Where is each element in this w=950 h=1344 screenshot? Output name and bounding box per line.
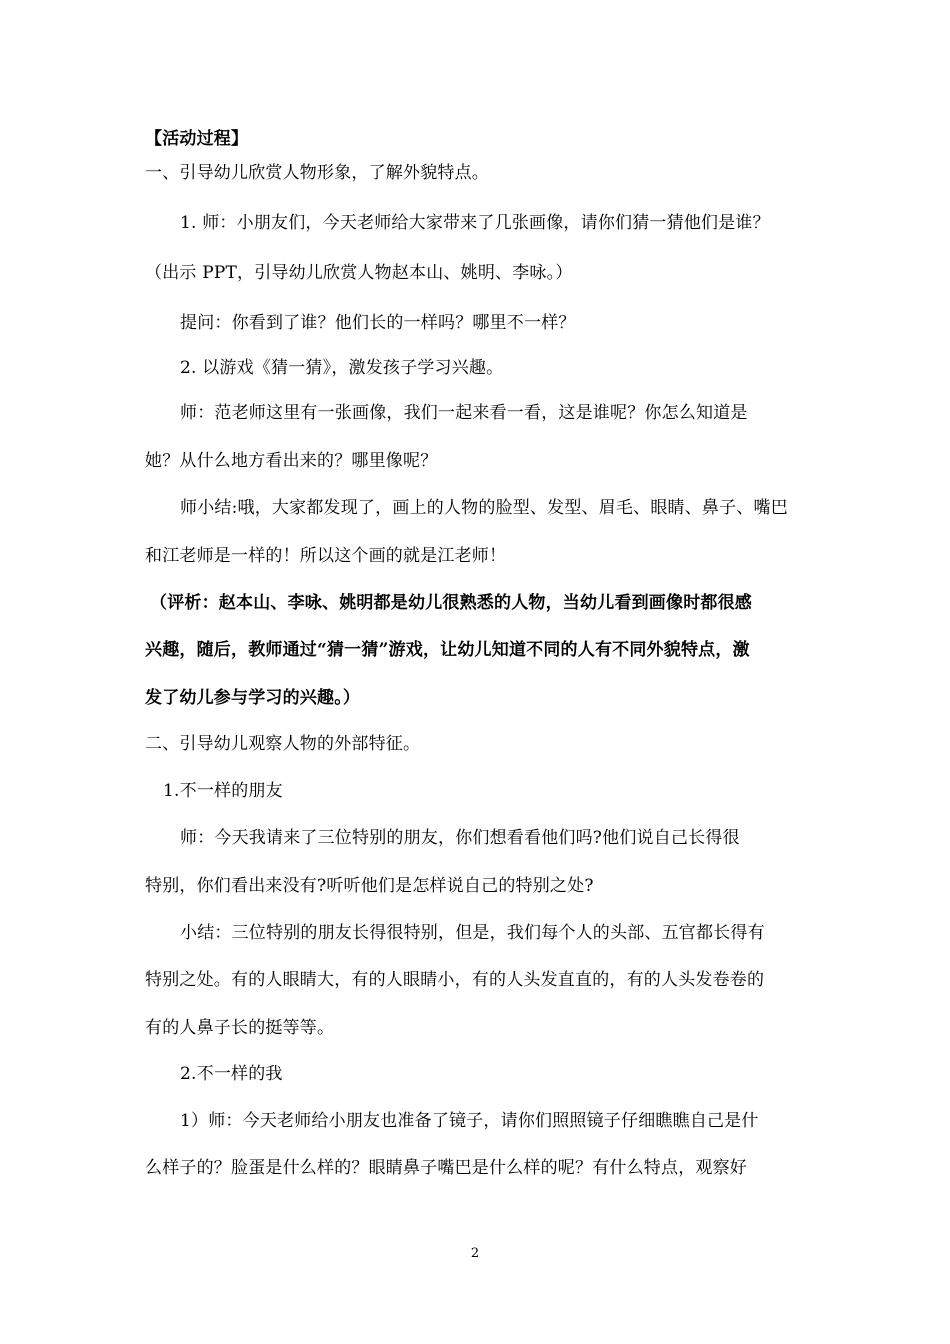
paragraph-line: 提问：你看到了谁？他们长的一样吗？哪里不一样？: [180, 313, 576, 333]
commentary-line: （评析：赵本山、李咏、姚明都是幼儿很熟悉的人物，当幼儿看到画像时都很感: [150, 593, 752, 613]
section-title: 【活动过程】: [145, 129, 249, 149]
paragraph-line: 1）师：今天老师给小朋友也准备了镜子，请你们照照镜子仔细瞧瞧自己是什: [180, 1111, 759, 1131]
heading-two: 二、引导幼儿观察人物的外部特征。: [145, 734, 421, 754]
paragraph-line: 和江老师是一样的！所以这个画的就是江老师！: [145, 546, 507, 566]
commentary-line: 发了幼儿参与学习的兴趣。）: [145, 688, 361, 708]
paragraph-line: 么样子的？脸蛋是什么样的？眼睛鼻子嘴巴是什么样的呢？有什么特点，观察好: [145, 1158, 747, 1178]
paragraph-line: 特别，你们看出来没有?听听他们是怎样说自己的特别之处?: [145, 876, 594, 896]
paragraph-line: 小结：三位特别的朋友长得很特别，但是，我们每个人的头部、五官都长得有: [180, 923, 765, 943]
paragraph-line: 她？从什么地方看出来的？哪里像呢？: [145, 451, 438, 471]
page-number: 2: [470, 1246, 480, 1261]
commentary-line: 兴趣，随后，教师通过“猜一猜”游戏，让幼儿知道不同的人有不同外貌特点，激: [145, 640, 750, 660]
paragraph-line: 师小结:哦，大家都发现了，画上的人物的脸型、发型、眉毛、眼睛、鼻子、嘴巴: [180, 498, 788, 518]
subheading: 2.不一样的我: [180, 1064, 283, 1084]
paragraph-line: 特别之处。有的人眼睛大，有的人眼睛小，有的人头发直直的，有的人头发卷卷的: [145, 970, 765, 990]
paragraph-line: 2. 以游戏《猜一猜》，激发孩子学习兴趣。: [180, 358, 504, 378]
heading-one: 一、引导幼儿欣赏人物形象，了解外貌特点。: [145, 163, 489, 183]
paragraph-line: 师：范老师这里有一张画像，我们一起来看一看，这是谁呢？你怎么知道是: [180, 403, 748, 423]
paragraph-line: （出示 PPT，引导幼儿欣赏人物赵本山、姚明、李咏。）: [145, 263, 573, 283]
paragraph-line: 师：今天我请来了三位特别的朋友，你们想看看他们吗?他们说自己长得很: [180, 828, 740, 848]
paragraph-line: 1. 师：小朋友们，今天老师给大家带来了几张画像，请你们猜一猜他们是谁？: [180, 213, 770, 233]
subheading: 1.不一样的朋友: [163, 781, 283, 801]
paragraph-line: 有的人鼻子长的挺等等。: [145, 1018, 335, 1038]
